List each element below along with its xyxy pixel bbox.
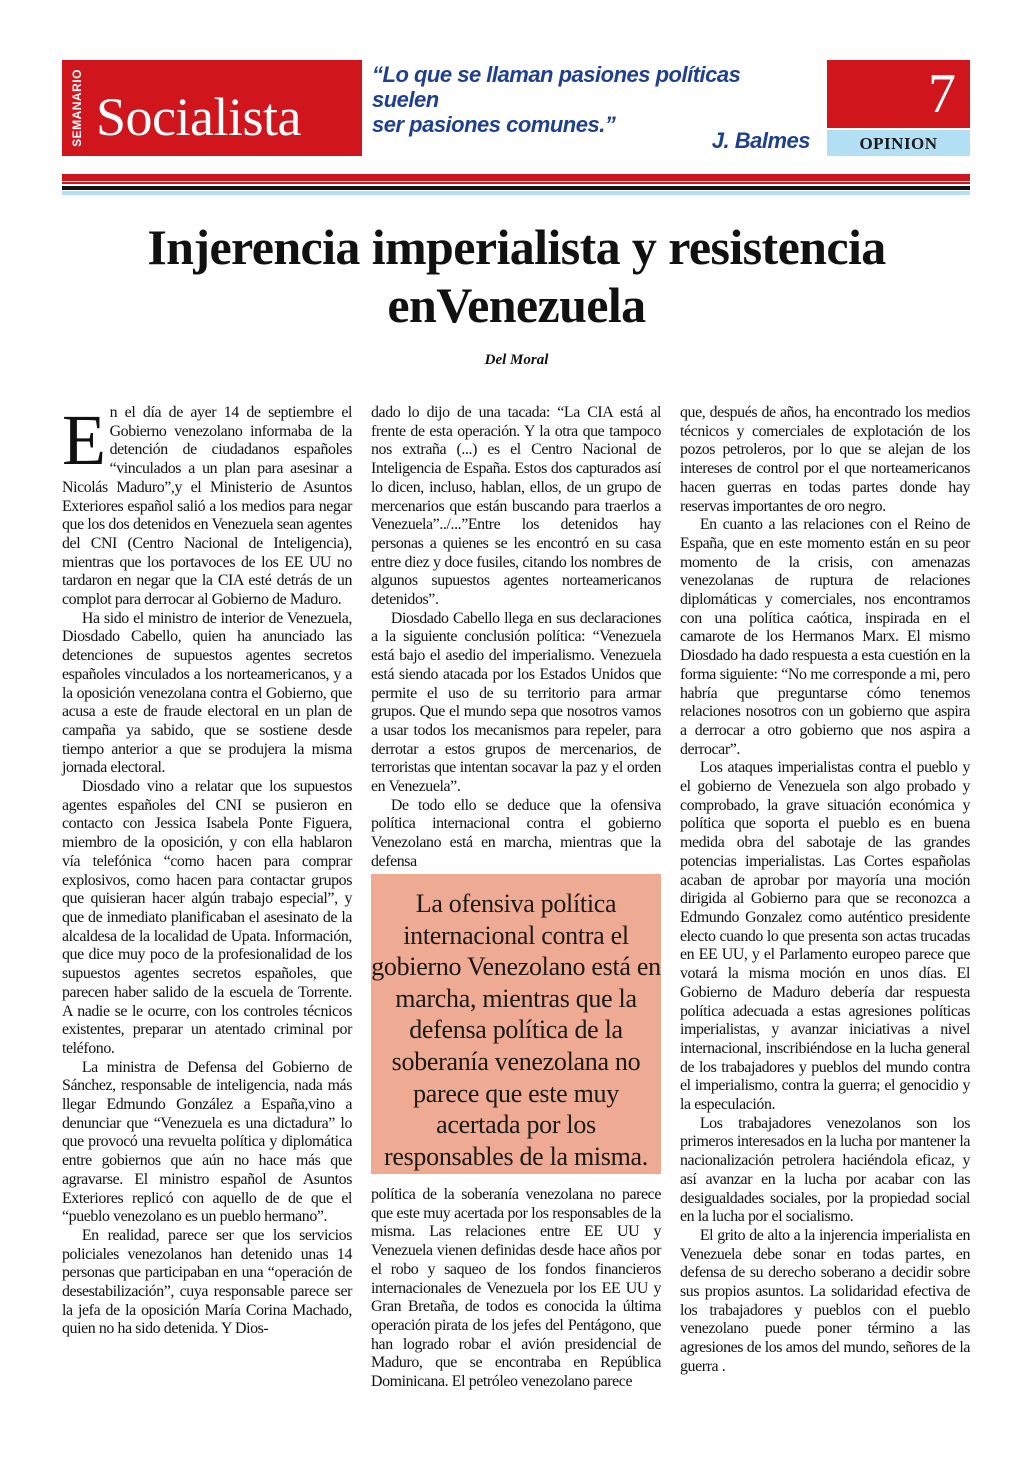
stripe-red-top <box>62 174 970 181</box>
paragraph: Diosdado vino a relatar que los supuestos agentes españoles del CNI se pusieron en contacto con Jessica Isabela Ponte Figuera, miembro de la oposición, y con ella hablaron vía telefónica “como hacen para comprar explosivos, como hacen para contactar grupos que quisieran hacer algún trabajo especial”, y que de inmediato planificaban el asesinato de la alcaldesa de la localidad de Upata. Información, que dice muy poco de la profesionalidad de los supuestos agentes secretos españoles, que parecen haber salido de la escuela de Torrente. A nadie se le ocurre, con los controles técnicos existentes, preparar un atentado criminal por teléfono. <box>62 778 352 1057</box>
paragraph <box>62 400 352 610</box>
drop-cap: E <box>62 400 106 480</box>
header-quote-line1: “Lo que se llaman pasiones políticas suelen <box>372 62 741 112</box>
paragraph: dado lo dijo de una tacada: “La CIA está al frente de esta operación. Y la otra que tampoco nos extraña (...) es el Centro Nacional de Inteligencia de España. Estos dos capturados así lo dicen, incluso, hablan, ellos, de un grupo de mercenarios que están buscando para traerlos a Venezuela”../...”Entre los detenidos hay personas a quienes se les encontró en su casa entre diez y doce fusiles, citando los nombres de algunos supuestos agentes norteamericanos detenidos”. <box>371 404 661 609</box>
paragraph: Ha sido el ministro de interior de Venezuela, Diosdado Cabello, quien ha anunciado las detenciones de supuestos agentes secretos españoles vinculados a los norteamericanos, y a la oposición venezolana contra el Gobierno, que acusa a este de fraude electoral en un plan de campaña ya sabido, que se sostiene desde tiempo anterior a que se produjera la misma jornada electoral. <box>62 609 352 777</box>
brand-name: Socialista <box>96 87 301 147</box>
paragraph: Los ataques imperialistas contra el pueblo y el gobierno de Venezuela son algo probado y comprobado, la grave situación económica y política que soporta el pueblo es en buena medida obra del sabotaje de las grandes potencias imperialistas. Las Cortes españolas acaban de aprobar por mayoría una moción dirigida al Gobierno para que se reconozca a Edmundo Gonzalez como auténtico presidente electo cuando lo que presenta son actas trucadas en EE UU, y el Parlamento europeo parece que votará la misma moción en unos días. El Gobierno de Maduro debería dar respuesta política adecuada a estas agresiones políticas imperialistas, y avanzar iniciativas a nivel internacional, inscribiéndose en la lucha general de los trabajadores y pueblos del mundo contra el imperialismo, contra la guerra; el genocidio y la especulación. <box>680 759 970 1114</box>
paragraph: El grito de alto a la injerencia imperialista en Venezuela debe sonar en todas partes, en defensa de su derecho soberano a decidir sobre sus propios asuntos. La solidaridad efectiva de los trabajadores y pueblos con el pueblo venezolano puede poner término a las agresiones de los amos del mundo, señores de la guerra . <box>680 1226 970 1375</box>
article-column-3 <box>680 404 970 1377</box>
article-title-line2: enVenezuela <box>387 277 646 333</box>
byline: Del Moral <box>484 352 549 368</box>
article-title <box>80 218 953 334</box>
paragraph: Diosdado Cabello llega en sus declaraciones a la siguiente conclusión política: “Venezuela está bajo el asedio del imperialismo. Venezuela está siendo atacada por los Estados Unidos que permite el uso de su territorio para armar grupos. Que el mundo sepa que nosotros vamos a usar todos los mecanismos para repeler, para derrotar a estos grupos de mercenarios, de terroristas que intentan socavar la paz y el orden en Venezuela”. <box>371 609 661 796</box>
page-number-box <box>827 60 970 128</box>
paragraph-text: n el día de ayer 14 de septiembre el Gobierno venezolano informaba de la detención de ciudadanos españoles “vinculados a un plan para asesinar a Nicolás Maduro”,y el Ministerio de Asuntos Exteriores español salió a los medios para negar que los dos detenidos en Venezuela sean agentes del CNI (Centro Nacional de Inteligencia), mientras que los portavoces de los EE UU no tardaron en negar que la CIA esté detrás de un complot para derrocar al Gobierno de Maduro. <box>62 404 352 609</box>
paragraph: En realidad, parece ser que los servicios policiales venezolanos han detenido unas 14 personas que participaban en una “operación de desestabilización”, cuya responsable parece ser la jefa de la oposición María Corina Machado, quien no ha sido detenida. Y Dios- <box>62 1226 352 1338</box>
semanario-text: SEMANARIO <box>70 69 84 147</box>
pull-quote-text: La ofensiva política internacional contra el gobierno Venezolano está en marcha, mientras que la defensa política de la soberanía venezolana no parece que este muy acertada por los responsables de la misma. <box>371 889 661 1171</box>
semanario-vertical-label <box>66 64 88 152</box>
header-quote-line2: ser pasiones comunes.” <box>372 112 616 137</box>
section-label: OPINION <box>827 130 970 156</box>
stripe-blue <box>62 191 970 195</box>
paragraph: De todo ello se deduce que la ofensiva política internacional contra el gobierno Venezolano está en marcha, mientras que la defensa <box>371 796 661 870</box>
article-column-2 <box>371 404 661 872</box>
paragraph: En cuanto a las relaciones con el Reino de España, que en este momento están en su peor momento de la crisis, con amenazas venezolanas de ruptura de relaciones diplomáticas y comerciales, nos encontramos con una política caótica, inspirada en el camarote de los Hermanos Marx. El mismo Diosdado ha dado respuesta a esta cuestión en la forma siguiente: “No me corresponde a mi, pero habría que preguntarse cómo tenemos relaciones nosotros con un gobierno que aspira a derrocar a otro gobierno que nos aspira a derrocar”. <box>680 516 970 758</box>
paragraph: Los trabajadores venezolanos son los primeros interesados en la lucha por mantener la nacionalización petrolera haciéndola eficaz, y así avanzar en la lucha por acabar con las desigualdades sociales, por la propiedad social en la lucha por el socialismo. <box>680 1114 970 1226</box>
paragraph: La ministra de Defensa del Gobierno de Sánchez, responsable de inteligencia, nada más llegar Edmundo González a España,vino a denunciar que “Venezuela es una dictadura” lo que provocó una revuelta política y diplomática entre gobiernos que aún no hace más que agravarse. El ministro español de Asuntos Exteriores replicó con aquello de de que el “pueblo venezolano es un pueblo hermano”. <box>62 1058 352 1226</box>
stripe-black <box>62 186 970 190</box>
article-column-2-continued <box>371 1186 661 1392</box>
article-title-line1: Injerencia imperialista y resistencia <box>147 219 886 275</box>
quote-author: J. Balmes <box>711 128 810 153</box>
article-column-1 <box>62 400 352 1339</box>
stripe-red-thin <box>62 182 970 184</box>
header-quote <box>372 62 812 137</box>
paragraph: política de la soberanía venezolana no parece que este muy acertada por los responsables de la misma. Las relaciones entre EE UU y Venezuela vienen definidas desde hace años por el robo y saqueo de los fondos financieros internacionales de Venezuela por los EE UU y Gran Bretaña, de todos es conocida la última operación pirata de los jefes del Pentágono, que han logrado robar el avión presidencial de Maduro, que se encontraba en República Dominicana. El petróleo venezolano parece <box>371 1186 661 1391</box>
page-number: 7 <box>928 63 956 125</box>
pull-quote-box <box>371 874 661 1174</box>
paragraph: que, después de años, ha encontrado los medios técnicos y comerciales de explotación de los pozos petroleros, por lo que se alejan de los intereses de control por el que norteamericanos hacen guerras en todas partes donde hay reservas importantes de oro negro. <box>680 404 970 515</box>
